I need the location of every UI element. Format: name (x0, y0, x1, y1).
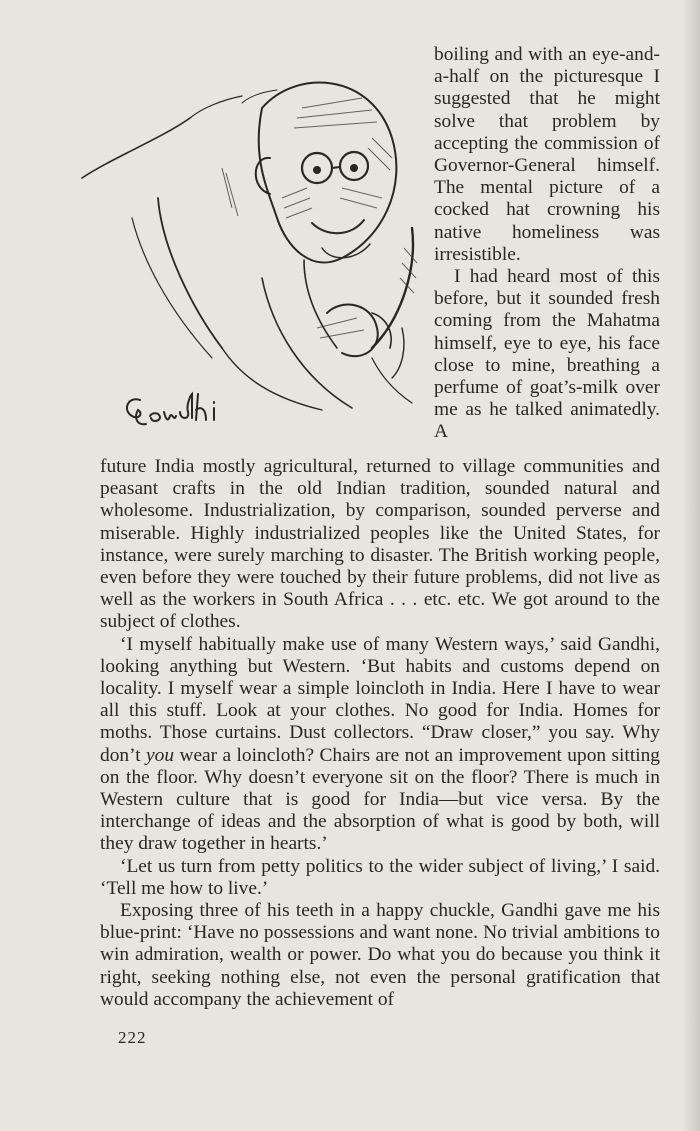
paragraph-1: future India mostly agricultural, returned to village communities and peasant crafts in the old Indian tradition, sounded natural and wholesome. Industrialization, by comparison, sounded perverse and miserable. Highly industrialized peoples like the United States, for instance, were surely marching to disaster. The British working people, even before they were touched by their future problems, did not live as well as the workers in South Africa . . . etc. etc. We got around to the subject of clothes. (100, 456, 660, 633)
gandhi-sketch-illustration (72, 48, 432, 448)
page-number: 222 (118, 1028, 147, 1047)
body-text-column (100, 456, 660, 1011)
paragraph-2-start: ‘I myself habitually make use of many Western ways,’ said Gandhi, looking anything but Western. ‘But habits and customs depend on locality. I myself wear a simple loincloth in India. Here I have to wear all this stuff. Look at your clothes. No good for India. Homes for moths. Those curtains. Dust collectors. “Draw closer,” you say. Why don’t (100, 633, 660, 766)
italic-you: you (146, 744, 175, 766)
paragraph-2 (100, 634, 660, 856)
gandhi-signature-icon (120, 386, 230, 436)
paragraph-2-end: wear a loincloth? Chairs are not an improvement upon sitting on the floor. Why doesn’t everyone sit on the floor? There is much in Western culture that is good for India—but vice versa. By the interchange of ideas and the absorption of what is good by both, will they draw together in hearts.’ (100, 744, 660, 855)
paragraph-3: ‘Let us turn from petty politics to the wider subject of living,’ I said. ‘Tell me how to live.’ (100, 855, 660, 899)
wrapped-text-column (434, 44, 660, 444)
paragraph-wrap-1: boiling and with an eye-and-a-half on the picturesque I suggested that he might solve that problem by accepting the commission of Governor-General himself. The mental picture of a cocked hat crowning his native homeliness was irresistible. (434, 44, 660, 265)
paragraph-wrap-2: I had heard most of this before, but it sounded fresh coming from the Mahatma himself, eye to eye, his face close to mine, breathing a perfume of goat’s-milk over me as he talked animatedly. A (434, 266, 660, 443)
page-edge-shadow (682, 0, 700, 1131)
paragraph-4: Exposing three of his teeth in a happy chuckle, Gandhi gave me his blue-print: ‘Have no possessions and want none. No trivial ambitions to win admiration, wealth or power. Do what you do because you think it right, seeking nothing else, not even the personal gratification that would accompany the achievement of (100, 900, 660, 1010)
